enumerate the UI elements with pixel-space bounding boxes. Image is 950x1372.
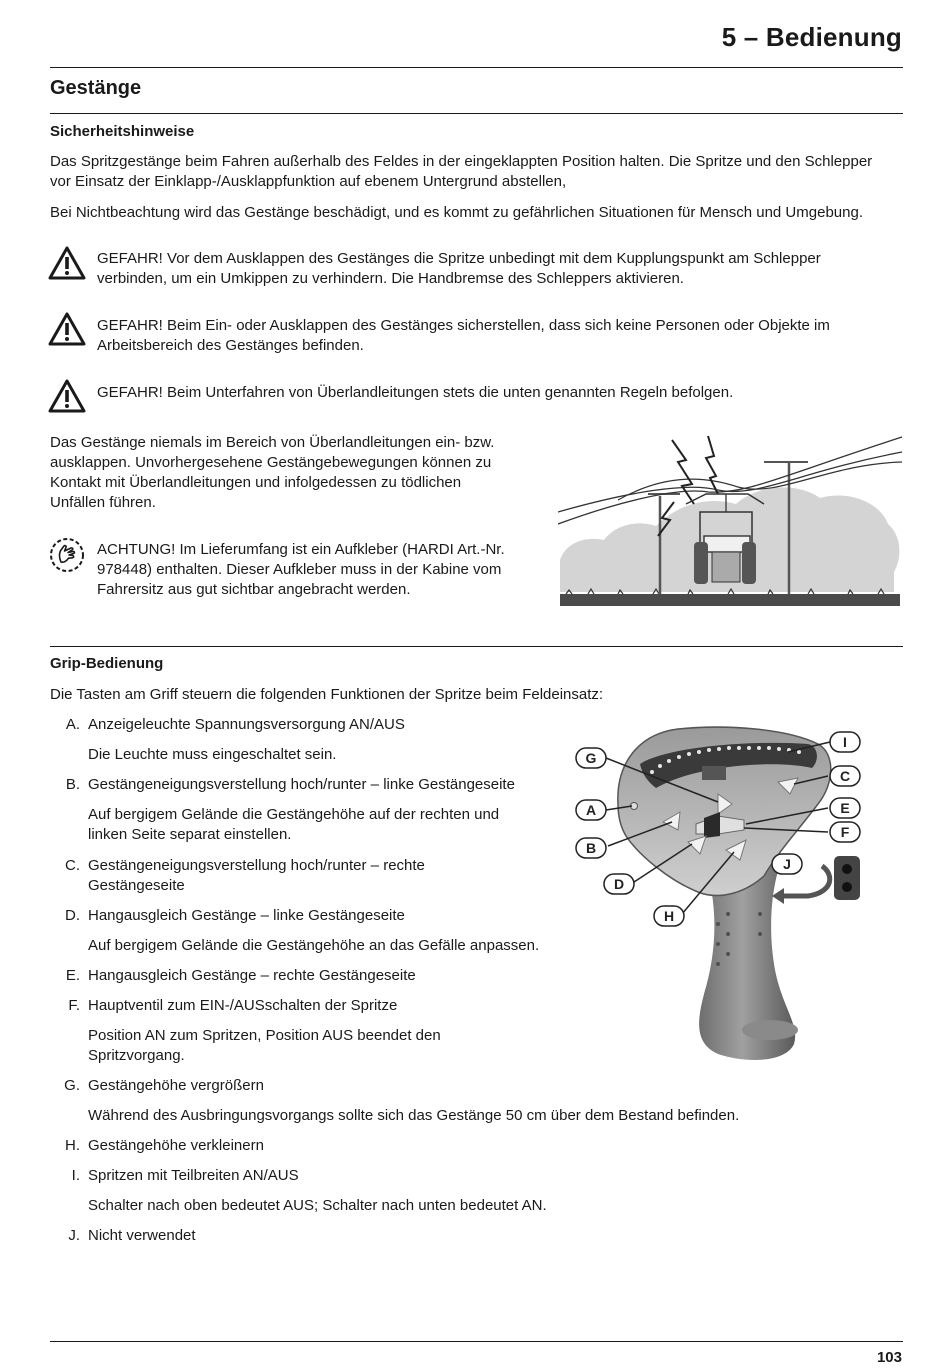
label-f: F — [840, 824, 850, 840]
grip-handle-illustration — [568, 724, 868, 1070]
warning-triangle-icon — [48, 379, 86, 413]
grip-intro: Die Tasten am Griff steuern die folgenden Funktionen der Spritze beim Feldeinsatz: — [50, 686, 604, 703]
header-rule — [50, 67, 903, 68]
label-a: A — [585, 802, 597, 818]
powerline-text-line4: Unfällen führen. — [50, 494, 156, 511]
powerline-text-line1: Das Gestänge niemals im Bereich von Überlandleitungen ein- bzw. — [50, 434, 495, 451]
label-e: E — [840, 800, 850, 816]
list-text: Anzeigeleuchte Spannungsversorgung AN/AUS — [88, 716, 405, 733]
safety-heading: Sicherheitshinweise — [50, 123, 195, 140]
warning-1-line2: verbinden, um ein Umkippen zu verhindern. Die Handbremse des Schleppers aktivieren. — [97, 270, 684, 287]
warning-triangle-icon — [48, 246, 86, 280]
powerline-illustration — [558, 432, 903, 610]
list-text: Hauptventil zum EIN-/AUSschalten der Spritze — [88, 997, 398, 1014]
notice-line2: 978448) enthalten. Dieser Aufkleber muss in der Kabine vom — [97, 561, 502, 578]
warning-2-line1: GEFAHR! Beim Ein- oder Ausklappen des Gestänges sicherstellen, dass sich keine Personen oder Objekte im — [97, 317, 830, 334]
label-i: I — [843, 734, 847, 750]
notice-hand-icon — [48, 536, 86, 574]
grip-heading: Grip-Bedienung — [50, 655, 164, 672]
list-letter: H. — [65, 1137, 80, 1154]
safety-para2: Bei Nichtbeachtung wird das Gestänge beschädigt, und es kommt zu gefährlichen Situationen für Mensch und Umgebung. — [50, 204, 863, 221]
section-rule — [50, 113, 903, 114]
grip-rule — [50, 646, 903, 647]
list-text: Spritzen mit Teilbreiten AN/AUS — [88, 1167, 299, 1184]
list-text: Gestängeneigungsverstellung hoch/runter – rechte — [88, 857, 425, 874]
list-text: Gestängehöhe vergrößern — [88, 1077, 264, 1094]
page-number: 103 — [876, 1349, 902, 1366]
section-title: Gestänge — [50, 77, 142, 99]
label-g: G — [585, 750, 597, 766]
label-b: B — [585, 840, 597, 856]
list-item-d-note: Auf bergigem Gelände die Gestängehöhe an das Gefälle anpassen. — [88, 937, 540, 954]
list-item-i-note: Schalter nach oben bedeutet AUS; Schalter nach unten bedeutet AN. — [88, 1197, 547, 1214]
chapter-title: 5 – Bedienung — [721, 22, 902, 52]
safety-para1-line1: Das Spritzgestänge beim Fahren außerhalb des Feldes in der eingeklappten Position halten. Die Spritze und den Schlepper — [50, 153, 873, 170]
list-text: Nicht verwendet — [88, 1227, 196, 1244]
footer-rule — [50, 1341, 903, 1342]
list-text: Hangausgleich Gestänge – linke Gestängeseite — [88, 907, 405, 924]
warning-3-line1: GEFAHR! Beim Unterfahren von Überlandleitungen stets die unten genannten Regeln befolgen. — [97, 384, 734, 401]
list-text: Gestängeneigungsverstellung hoch/runter – linke Gestängeseite — [88, 776, 515, 793]
safety-para1-line2: vor Einsatz der Einklapp-/Ausklappfunktion auf ebenem Untergrund abstellen, — [50, 173, 567, 190]
list-letter: A. — [65, 716, 80, 733]
powerline-text-line3: Kontakt mit Überlandleitungen und infolgedessen zu tödlichen — [50, 474, 462, 491]
list-letter: F. — [68, 997, 80, 1014]
warning-2-line2: Arbeitsbereich des Gestänges befinden. — [97, 337, 364, 354]
list-item-g-note: Während des Ausbringungsvorgangs sollte sich das Gestänge 50 cm über dem Bestand befinden. — [88, 1107, 740, 1124]
list-text: Hangausgleich Gestänge – rechte Gestängeseite — [88, 967, 416, 984]
list-item-c-line2: Gestängeseite — [88, 877, 185, 894]
list-item-b-note-line1: Auf bergigem Gelände die Gestängehöhe auf der rechten und — [88, 806, 500, 823]
notice-line3: Fahrersitz aus gut sichtbar angebracht werden. — [97, 581, 411, 598]
list-item-a-note: Die Leuchte muss eingeschaltet sein. — [88, 746, 337, 763]
list-letter: D. — [65, 907, 80, 924]
label-j: J — [783, 856, 791, 872]
list-letter: C. — [65, 857, 80, 874]
label-d: D — [613, 876, 625, 892]
label-c: C — [839, 768, 851, 784]
notice-line1: ACHTUNG! Im Lieferumfang ist ein Aufkleber (HARDI Art.-Nr. — [97, 541, 505, 558]
powerline-text-line2: ausklappen. Unvorhergesehene Gestängebewegungen können zu — [50, 454, 492, 471]
list-letter: J. — [68, 1227, 80, 1244]
list-letter: G. — [64, 1077, 80, 1094]
warning-triangle-icon — [48, 312, 86, 346]
list-item-f-note-line2: Spritzvorgang. — [88, 1047, 185, 1064]
list-text: Gestängehöhe verkleinern — [88, 1137, 264, 1154]
list-letter: E. — [65, 967, 80, 984]
list-item-b-note-line2: linken Seite separat einstellen. — [88, 826, 292, 843]
warning-1-line1: GEFAHR! Vor dem Ausklappen des Gestänges die Spritze unbedingt mit dem Kupplungspunkt am Schlepper — [97, 250, 821, 267]
label-h: H — [663, 908, 675, 924]
list-item-f-note-line1: Position AN zum Spritzen, Position AUS beendet den — [88, 1027, 441, 1044]
list-letter: B. — [65, 776, 80, 793]
list-letter: I. — [71, 1167, 80, 1184]
